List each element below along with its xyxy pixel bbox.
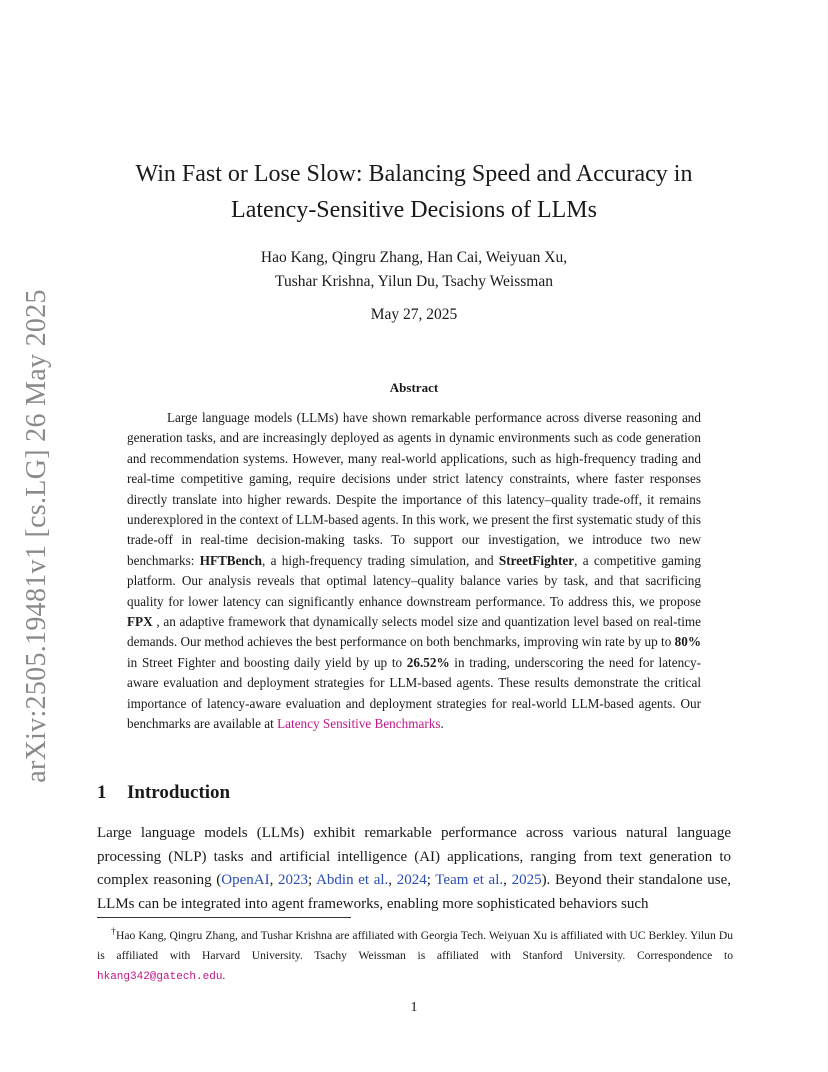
citation-abdin[interactable]: Abdin et al. (316, 872, 389, 888)
abstract-text-1: Large language models (LLMs) have shown remarkable performance across diverse reasoning and generation tasks, and are increasingly deployed as agents in dynamic environments such as code generation and recommendation systems. However, many real-world applications, such as high-frequency trading and real-time competitive gaming, require decisions under strict latency constraints, where faster responses directly translate into higher rewards. Despite the importance of this latency–quality trade-off, it remains underexplored in the context of LLM-based agents. In this work, we present the first systematic study of this trade-off in real-time decision-making tasks. To support our investigation, we introduce two new benchmarks: (127, 410, 701, 568)
authors-line-1: Hao Kang, Qingru Zhang, Han Cai, Weiyuan Xu, (260, 249, 568, 266)
abstract-text-2: , a high-frequency trading simulation, and (261, 552, 499, 568)
section-title: Introduction (127, 782, 231, 803)
abstract-text-7: . (440, 716, 444, 732)
fpx-term: FPX (127, 614, 153, 630)
intro-text-5: ; (426, 872, 436, 888)
benchmarks-link[interactable]: Latency Sensitive Benchmarks (277, 716, 441, 732)
title-line-2: Latency-Sensitive Decisions of LLMs (231, 197, 597, 223)
affiliation-footnote (97, 922, 733, 987)
abstract-text-5: in Street Fighter and boosting daily yield by up to (127, 654, 407, 670)
correspondence-email-link[interactable]: hkang342@gatech.edu (97, 970, 223, 983)
intro-text-1: Large language models (LLMs) exhibit remarkable performance across various natural language processing (NLP) tasks and artificial intelligence (AI) applications, ranging from text generation to complex reasoning ( (97, 825, 731, 888)
arxiv-identifier-stamp (20, 289, 54, 783)
authors-line-2: Tushar Krishna, Yilun Du, Tsachy Weissman (275, 273, 553, 290)
abstract-text-6: in trading, underscoring the need for latency-aware evaluation and deployment strategies for LLM-based agents. These results demonstrate the critical importance of latency-aware evaluation and deployment strategies for real-world LLM-based agents. Our benchmarks are available at (127, 654, 701, 732)
streetfighter-term: StreetFighter (498, 552, 575, 568)
citation-openai-year[interactable]: 2023 (278, 872, 309, 888)
section-number: 1 (97, 782, 107, 803)
abstract-text-3: , a competitive gaming platform. Our analysis reveals that optimal latency–quality balance varies by task, and that sacrificing quality for lower latency can significantly enhance downstream performance. To address this, we propose (127, 552, 701, 609)
hftbench-term: HFTBench (199, 552, 262, 568)
win-rate-value: 80% (674, 634, 701, 650)
intro-text-4: , (388, 872, 397, 888)
daily-yield-value: 26.52% (406, 654, 450, 670)
page-number: 1 (410, 1000, 418, 1015)
intro-text-2: , (269, 872, 279, 888)
intro-text-7: ). Beyond their standalone use, LLMs can be integrated into agent frameworks, enabling more sophisticated behaviors such (97, 872, 732, 912)
arxiv-identifier-text: arXiv:2505.19481v1 [cs.LG] 26 May 2025 (21, 289, 52, 783)
citation-openai[interactable]: OpenAI (221, 872, 270, 888)
paper-title (100, 156, 728, 228)
author-list (100, 246, 728, 294)
section-heading-introduction (97, 782, 230, 804)
citation-team[interactable]: Team et al. (435, 872, 504, 888)
intro-text-6: , (503, 872, 512, 888)
footnote-end: . (222, 968, 226, 982)
citation-abdin-year[interactable]: 2024 (396, 872, 427, 888)
footnote-divider (97, 917, 351, 918)
footnote-mark: † (111, 926, 116, 937)
citation-team-year[interactable]: 2025 (511, 872, 542, 888)
abstract-body (127, 408, 701, 735)
publication-date: May 27, 2025 (370, 306, 458, 323)
abstract-heading: Abstract (389, 380, 439, 395)
footnote-text: Hao Kang, Qingru Zhang, and Tushar Krishna are affiliated with Georgia Tech. Weiyuan Xu is affiliated with UC Berkley. Yilun Du is affiliated with Harvard University. Tsachy Weissman is affiliated with Stanford University. Correspondence to (97, 928, 733, 962)
introduction-paragraph (97, 822, 731, 916)
abstract-text-4: , an adaptive framework that dynamically selects model size and quantization level based on real-time demands. Our method achieves the best performance on both benchmarks, improving win rate by up to (127, 614, 701, 650)
title-line-1: Win Fast or Lose Slow: Balancing Speed and Accuracy in (135, 161, 693, 187)
intro-text-3: ; (308, 872, 317, 888)
